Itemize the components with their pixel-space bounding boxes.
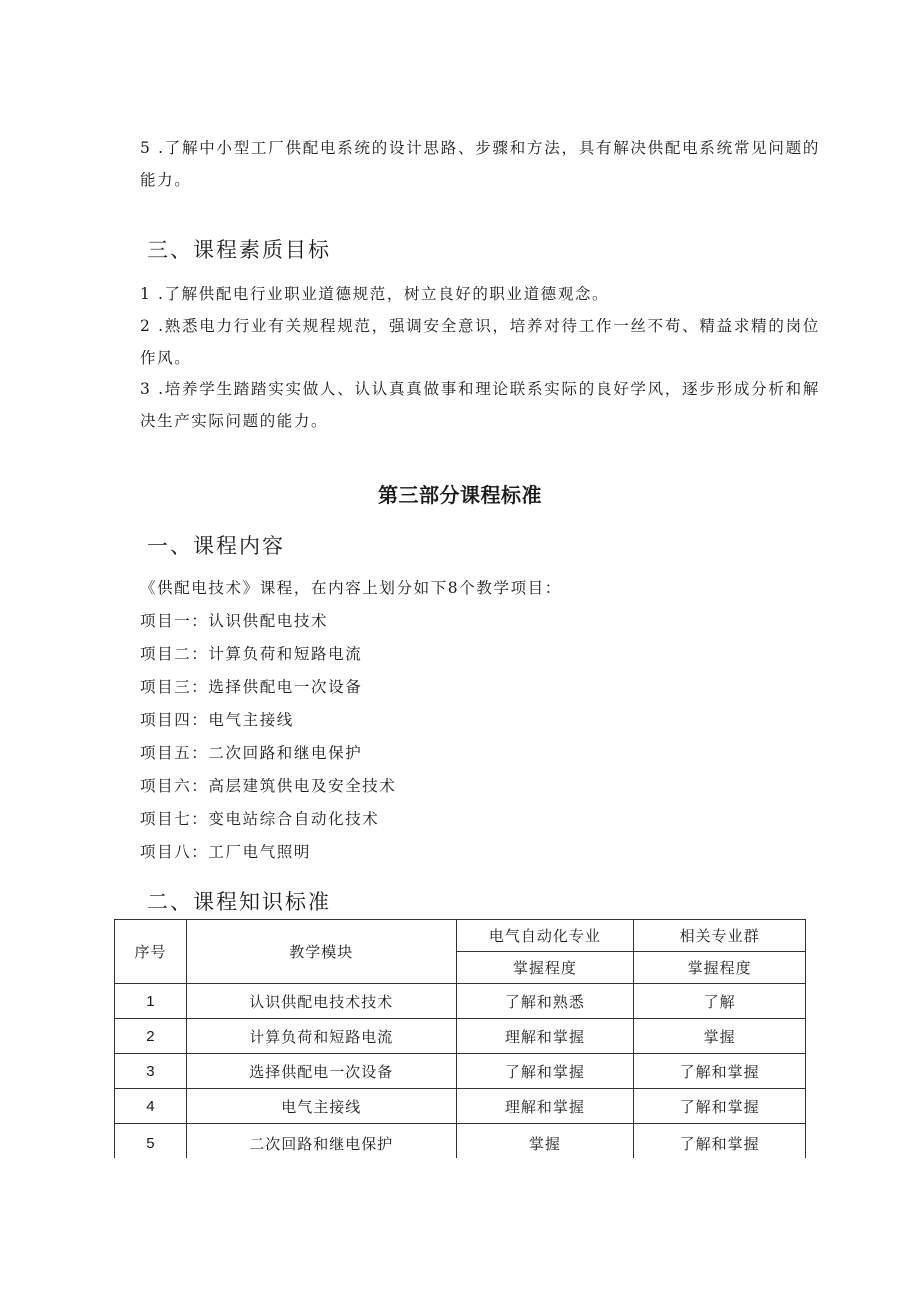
col-header-related: 相关专业群 [634, 920, 806, 952]
project-item: 项目六：高层建筑供电及安全技术 [140, 777, 397, 795]
row-major-degree: 了解和熟悉 [456, 984, 634, 1019]
row-index: 1 [115, 984, 187, 1019]
course-content-intro: 《供配电技术》课程，在内容上划分如下8个教学项目： [140, 579, 562, 597]
quality-goal-3: 3 .培养学生踏踏实实做人、认认真真做事和理论联系实际的良好学风，逐步形成分析和解决生产实际问题的能力。 [140, 380, 820, 430]
course-content-heading: 一、课程内容 [147, 534, 285, 558]
project-item: 项目三：选择供配电一次设备 [140, 678, 363, 696]
col-header-module: 教学模块 [186, 920, 456, 984]
sub-header-degree-related: 掌握程度 [634, 952, 806, 984]
quality-goals-heading: 三、课程素质目标 [147, 238, 331, 262]
table-row [115, 1019, 806, 1054]
row-index: 5 [115, 1124, 187, 1159]
table-row [115, 1089, 806, 1124]
row-related-degree: 了解和掌握 [634, 1124, 806, 1159]
row-index: 4 [115, 1089, 187, 1124]
table-row [115, 1124, 806, 1159]
col-header-index: 序号 [115, 920, 187, 984]
objective-item-5: 5 .了解中小型工厂供配电系统的设计思路、步骤和方法，具有解决供配电系统常见问题的能力。 [140, 139, 820, 189]
project-item: 项目五：二次回路和继电保护 [140, 744, 363, 762]
row-module: 计算负荷和短路电流 [186, 1019, 456, 1054]
project-item: 项目四：电气主接线 [140, 711, 294, 729]
row-index: 2 [115, 1019, 187, 1054]
knowledge-standard-heading: 二、课程知识标准 [147, 890, 331, 914]
row-module: 二次回路和继电保护 [186, 1124, 456, 1159]
row-related-degree: 掌握 [634, 1019, 806, 1054]
row-major-degree: 理解和掌握 [456, 1019, 634, 1054]
row-index: 3 [115, 1054, 187, 1089]
table-row [115, 984, 806, 1019]
quality-goal-2: 2 .熟悉电力行业有关规程规范，强调安全意识，培养对待工作一丝不苟、精益求精的岗位作风。 [140, 317, 820, 367]
quality-goal-1: 1 .了解供配电行业职业道德规范，树立良好的职业道德观念。 [140, 285, 610, 303]
row-major-degree: 了解和掌握 [456, 1054, 634, 1089]
table-row [115, 1054, 806, 1089]
project-item: 项目一：认识供配电技术 [140, 612, 329, 630]
project-item: 项目二：计算负荷和短路电流 [140, 645, 363, 663]
sub-header-degree-major: 掌握程度 [456, 952, 634, 984]
row-related-degree: 了解和掌握 [634, 1089, 806, 1124]
row-major-degree: 掌握 [456, 1124, 634, 1159]
col-header-major: 电气自动化专业 [456, 920, 634, 952]
row-module: 电气主接线 [186, 1089, 456, 1124]
row-module: 选择供配电一次设备 [186, 1054, 456, 1089]
row-related-degree: 了解 [634, 984, 806, 1019]
row-module: 认识供配电技术技术 [186, 984, 456, 1019]
project-item: 项目八：工厂电气照明 [140, 843, 312, 861]
project-item: 项目七：变电站综合自动化技术 [140, 810, 380, 828]
knowledge-standard-table [114, 919, 806, 1158]
part-title: 第三部分课程标准 [378, 483, 542, 507]
row-major-degree: 理解和掌握 [456, 1089, 634, 1124]
row-related-degree: 了解和掌握 [634, 1054, 806, 1089]
